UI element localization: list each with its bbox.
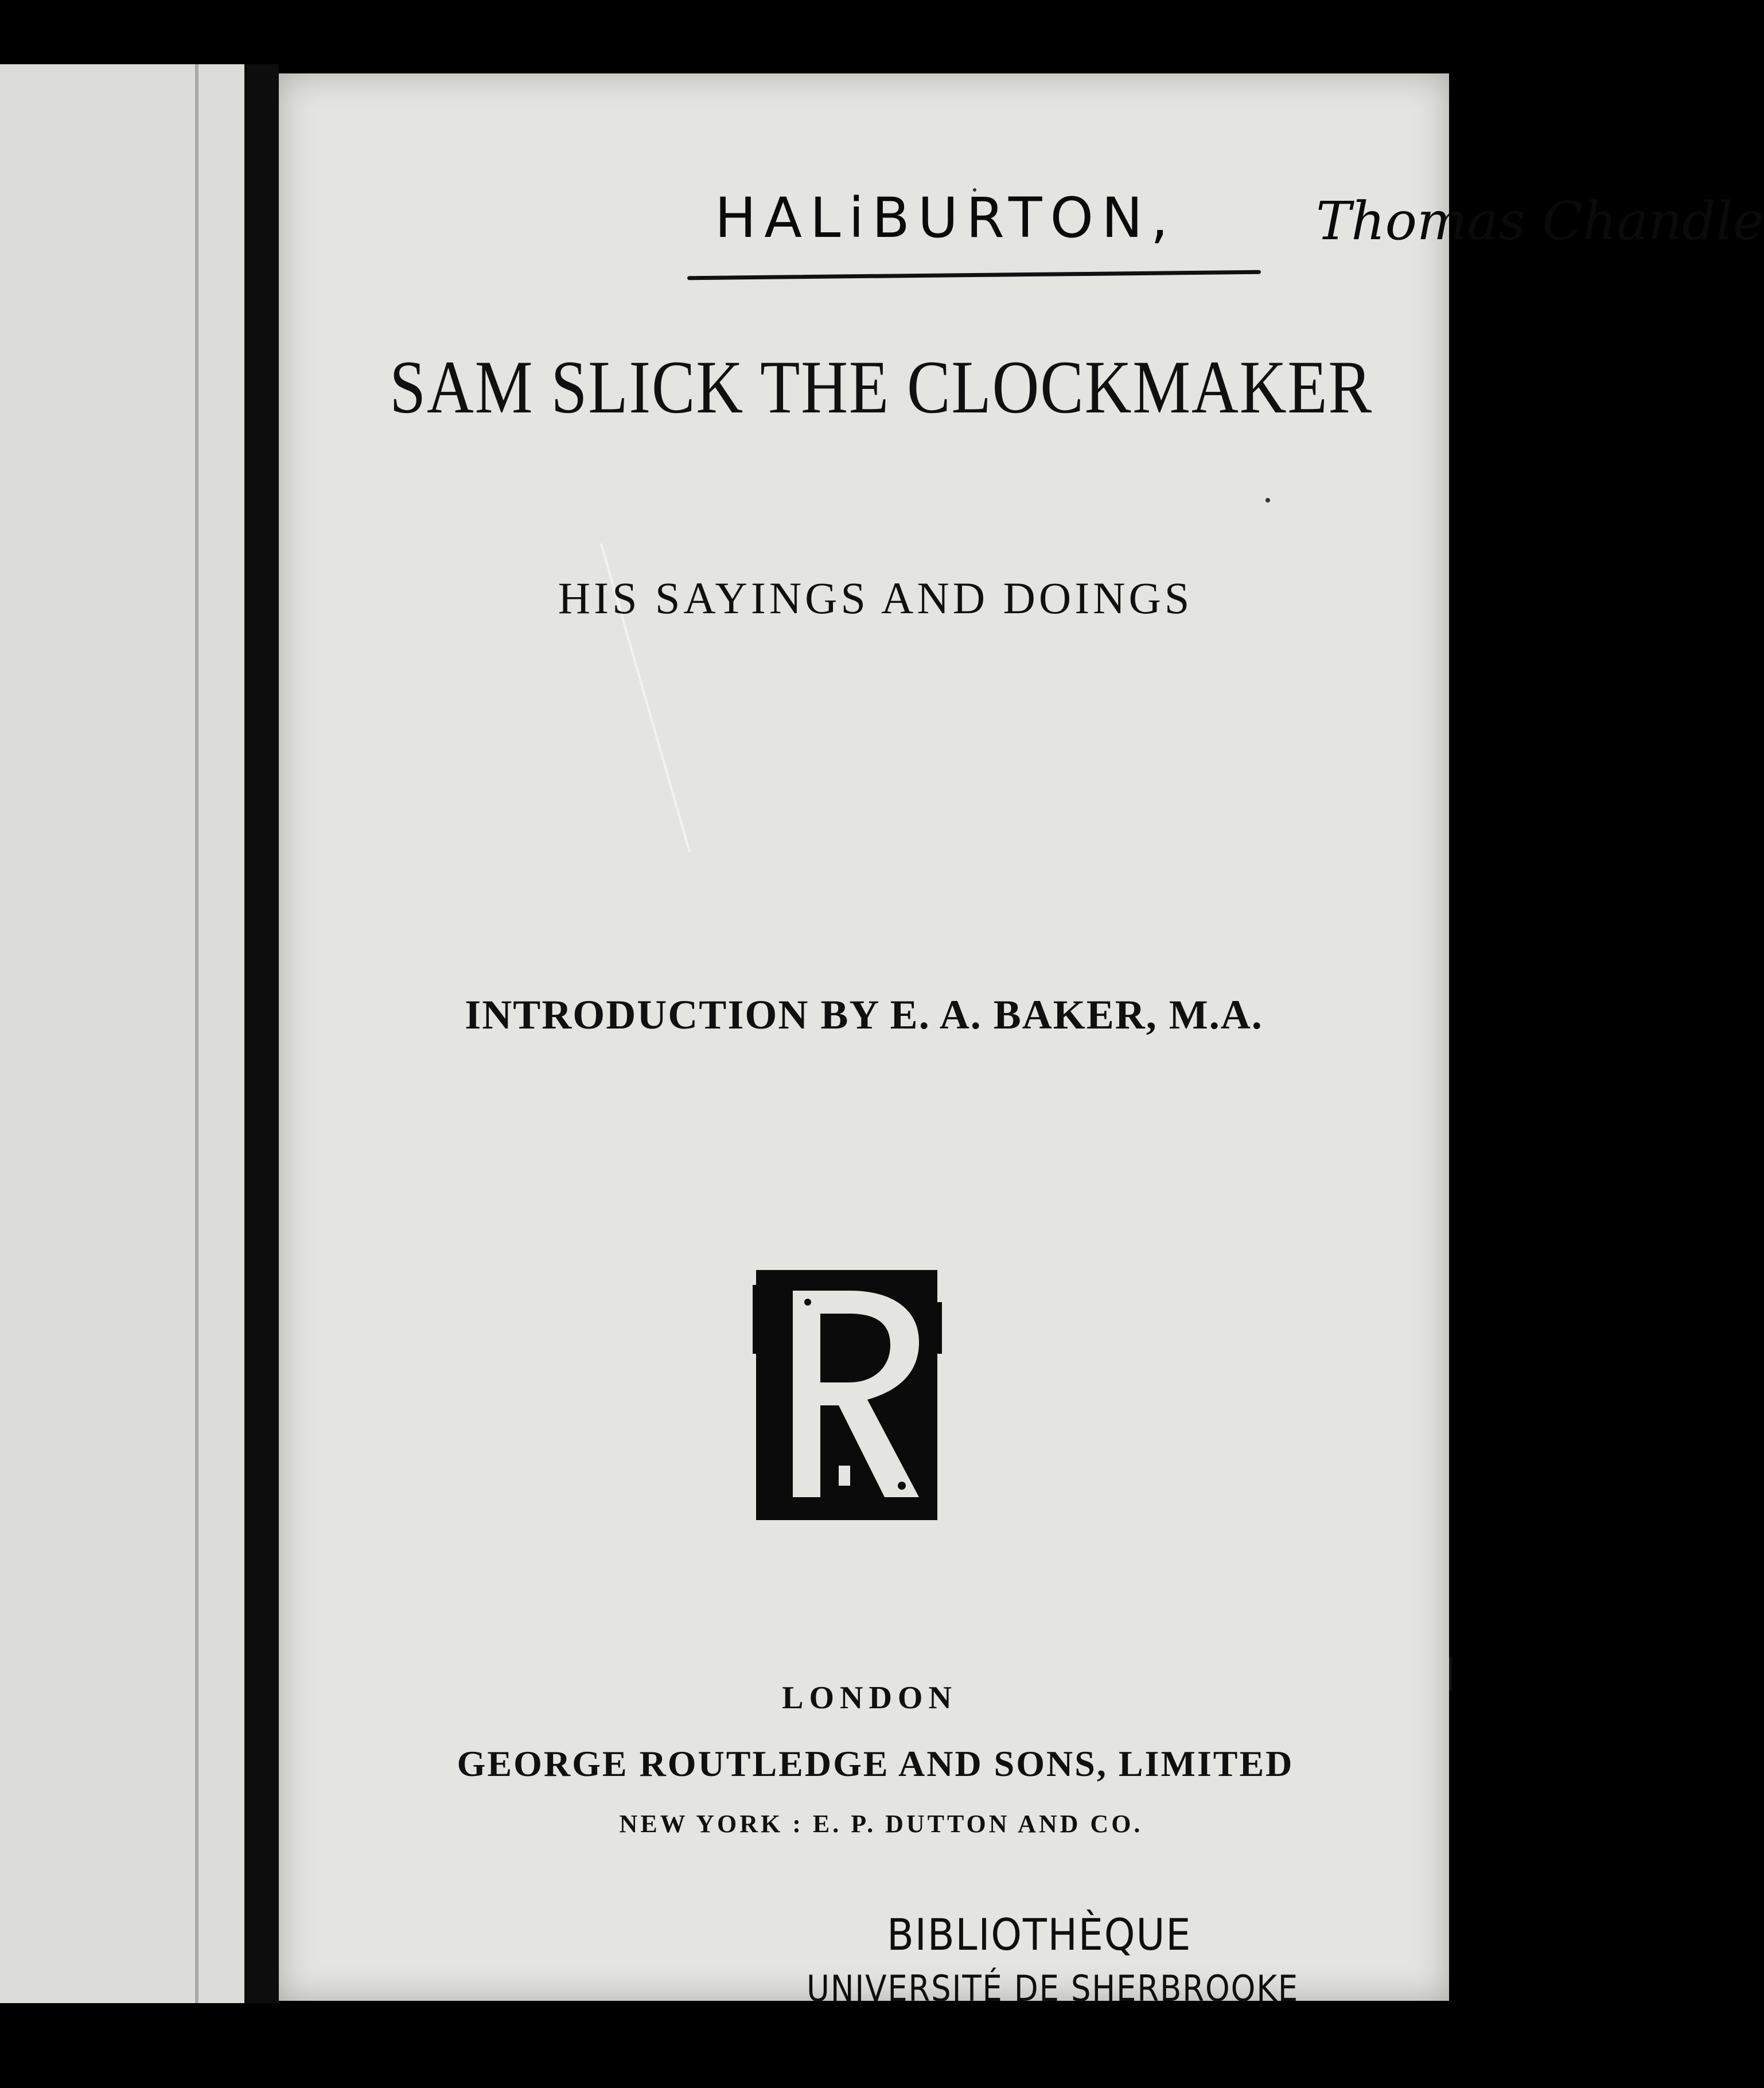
library-stamp-line-1: BIBLIOTHÈQUE — [887, 1909, 1192, 1960]
facing-page-fold — [195, 64, 198, 2003]
introduction-credit: INTRODUCTION BY E. A. BAKER, M.A. — [465, 992, 1263, 1038]
imprint-city: LONDON — [782, 1680, 957, 1716]
title-page — [279, 73, 1764, 2009]
handwritten-surname: HALiBURTON, — [715, 186, 1177, 250]
imprint-publisher: GEORGE ROUTLEDGE AND SONS, LIMITED — [457, 1743, 1294, 1784]
paper-speck — [1265, 498, 1270, 502]
handwritten-given-names: Thomas Chandle — [1316, 190, 1764, 252]
book-title: SAM SLICK THE CLOCKMAKER — [390, 345, 1373, 429]
facing-page — [0, 64, 248, 2003]
publisher-monogram-icon — [753, 1268, 942, 1522]
handwritten-underline — [687, 270, 1261, 280]
imprint-secondary: NEW YORK : E. P. DUTTON AND CO. — [619, 1810, 1143, 1838]
library-stamp-line-2: UNIVERSITÉ DE SHERBROOKE — [807, 1968, 1299, 2009]
book-gutter — [244, 64, 279, 2003]
book-subtitle: HIS SAYINGS AND DOINGS — [558, 573, 1193, 623]
